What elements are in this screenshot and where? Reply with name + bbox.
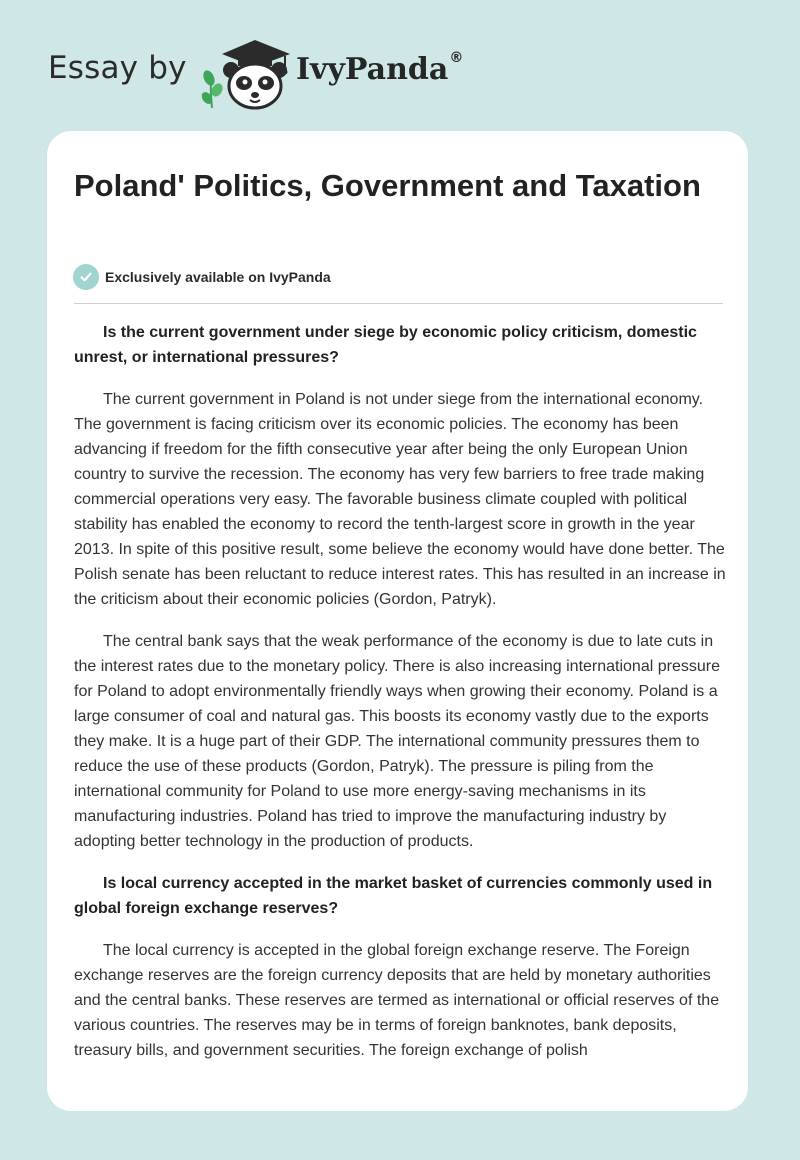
essay-by-label: Essay by: [48, 50, 187, 86]
registered-mark: ®: [449, 50, 464, 66]
ivy-leaf-icon: [200, 69, 225, 108]
body-paragraph: The current government in Poland is not under siege from the international economy. The government is facing criticism over its economic policies. The economy has been advancing if freedom for the fifth consecutive year after being the only European Union country to survive the recession. The economy has very few barriers to free trade making commercial operations very easy. The favorable business climate coupled with political stability has enabled the economy to record the tenth-largest score in growth in the year 2013. In spite of this positive result, some believe the economy would have done better. The Polish senate has been reluctant to reduce interest rates. This has resulted in an increase in the criticism about their economic policies (Gordon, Patryk).: [74, 391, 726, 608]
divider: [74, 303, 723, 304]
page-title: Poland' Politics, Government and Taxation: [74, 168, 701, 203]
check-icon: [73, 264, 99, 290]
brand-text[interactable]: IvyPanda: [296, 52, 449, 87]
body-paragraph: The local currency is accepted in the global foreign exchange reserve. The Foreign exchange reserves are the foreign currency deposits that are held by monetary authorities and the central banks. These reserves are termed as international or official reserves of the various countries. The reserves may be in terms of foreign banknotes, bank deposits, treasury bills, and government securities. The foreign exchange of polish: [74, 942, 720, 1059]
question-heading: Is local currency accepted in the market basket of currencies commonly used in global foreign exchange reserves?: [74, 875, 713, 917]
exclusive-label: Exclusively available on IvyPanda: [105, 269, 331, 285]
essay-body: [74, 320, 726, 1080]
panda-graduate-icon[interactable]: [198, 34, 298, 110]
question-heading: Is the current government under siege by economic policy criticism, domestic unrest, or international pressures?: [74, 324, 697, 366]
site-header: [0, 0, 800, 130]
essay-card: [47, 131, 748, 1111]
exclusive-badge: [73, 264, 331, 290]
body-paragraph: The central bank says that the weak performance of the economy is due to late cuts in the interest rates due to the monetary policy. There is also increasing international pressure for Poland to adopt environmentally friendly ways when growing their economy. Poland is a large consumer of coal and natural gas. This boosts its economy vastly due to the exports they make. It is a huge part of their GDP. The international community pressures them to reduce the use of these products (Gordon, Patryk). The pressure is piling from the international community for Poland to use more energy-saving mechanisms in its manufacturing industries. Poland has tried to improve the manufacturing industry by adopting better technology in the production of products.: [74, 633, 720, 850]
brand-name[interactable]: [296, 52, 463, 87]
